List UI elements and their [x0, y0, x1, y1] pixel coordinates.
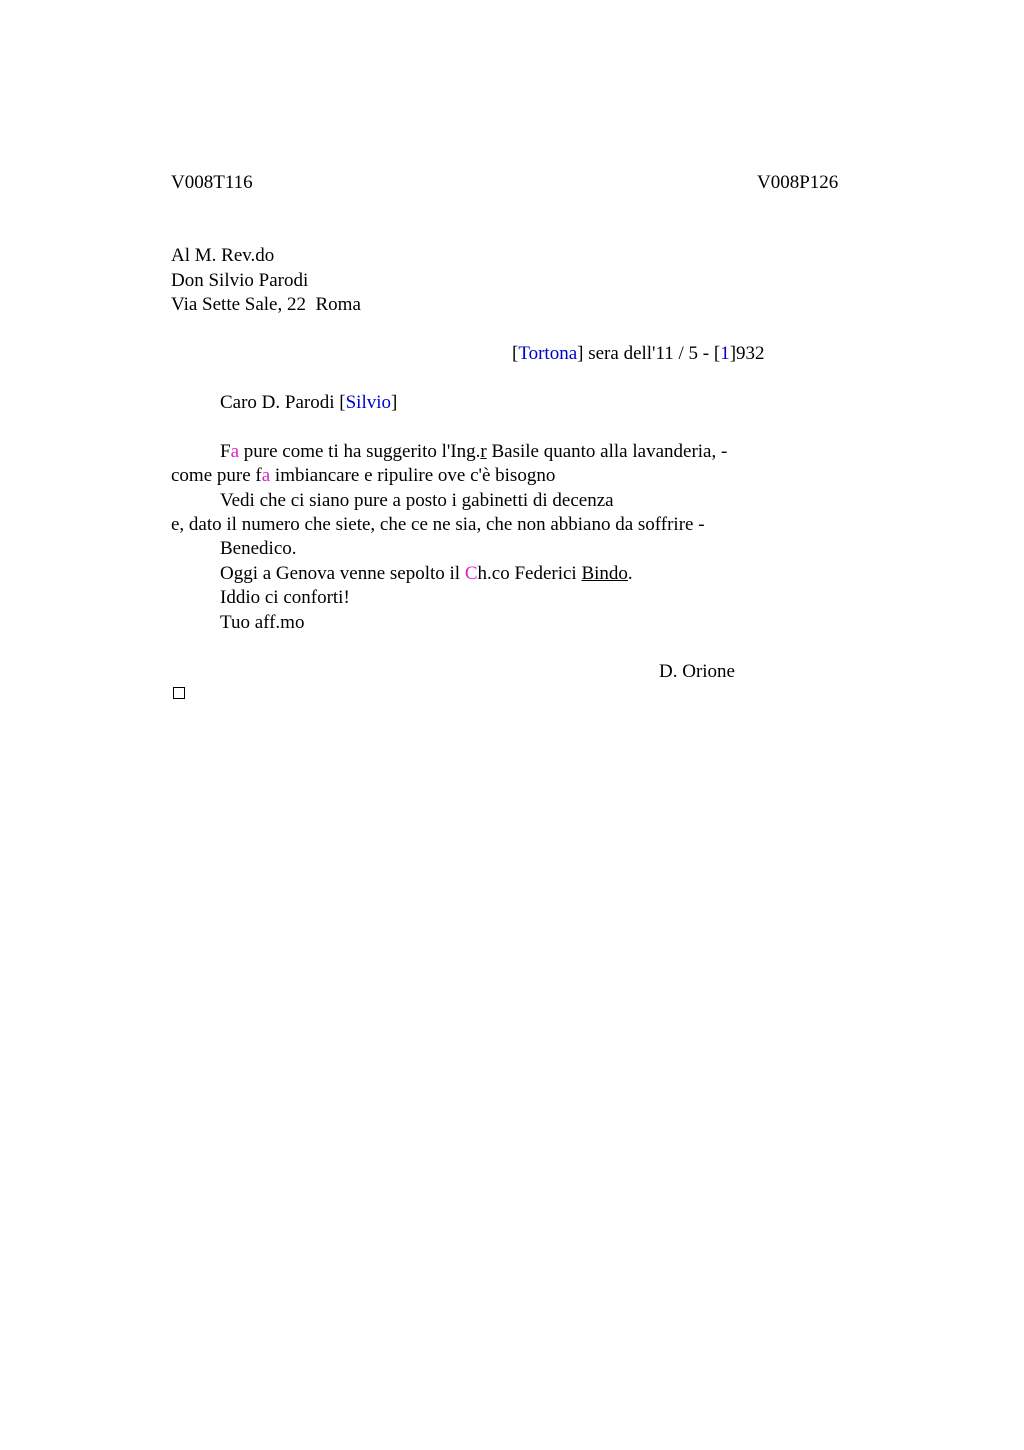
- body-text: Oggi a Genova venne sepolto il: [220, 563, 465, 584]
- underlined-text: Bindo: [581, 563, 628, 584]
- date-end: ]932: [729, 343, 765, 364]
- letter-date: [512, 342, 765, 366]
- address-line-3: Via Sette Sale, 22 Roma: [171, 294, 361, 315]
- body-line-6: [220, 562, 633, 586]
- body-line-1: [220, 440, 727, 464]
- address-line-1: Al M. Rev.do: [171, 245, 275, 266]
- correction-mark: a: [230, 441, 240, 462]
- body-line-2: [171, 464, 555, 488]
- body-text: pure come ti ha suggerito l'Ing.: [239, 441, 481, 462]
- salutation-name: Silvio: [345, 392, 391, 413]
- body-line-7: Iddio ci conforti!: [220, 587, 350, 608]
- date-middle: ] sera dell'11 / 5 - [: [577, 343, 721, 364]
- body-line-3: Vedi che ci siano pure a posto i gabinetti di decenza: [220, 490, 614, 511]
- body-text: F: [220, 441, 231, 462]
- body-text: .: [627, 563, 633, 584]
- body-line-8: Tuo aff.mo: [220, 612, 305, 633]
- date-place: Tortona: [518, 343, 578, 364]
- salutation-close: ]: [391, 392, 398, 413]
- body-text: Basile quanto alla lavanderia, -: [486, 441, 728, 462]
- body-line-4: e, dato il numero che siete, che ce ne sia, che non abbiano da soffrire -: [171, 514, 705, 535]
- salutation: [220, 391, 397, 415]
- signature: D. Orione: [659, 661, 735, 682]
- correction-mark: C: [464, 563, 478, 584]
- body-line-5: Benedico.: [220, 538, 297, 559]
- salutation-text: Caro D. Parodi [: [220, 392, 346, 413]
- body-text: come pure f: [171, 465, 262, 486]
- checkbox-square-icon: [173, 687, 185, 699]
- date-bracket-open: [: [512, 343, 519, 364]
- document-code-left: V008T116: [171, 172, 253, 193]
- correction-mark: a: [261, 465, 271, 486]
- document-code-right: V008P126: [757, 172, 839, 193]
- underlined-text: r: [480, 441, 487, 462]
- date-year-digit: 1: [720, 343, 730, 364]
- address-line-2: Don Silvio Parodi: [171, 270, 309, 291]
- body-text: h.co Federici: [477, 563, 582, 584]
- body-text: imbiancare e ripulire ove c'è bisogno: [270, 465, 556, 486]
